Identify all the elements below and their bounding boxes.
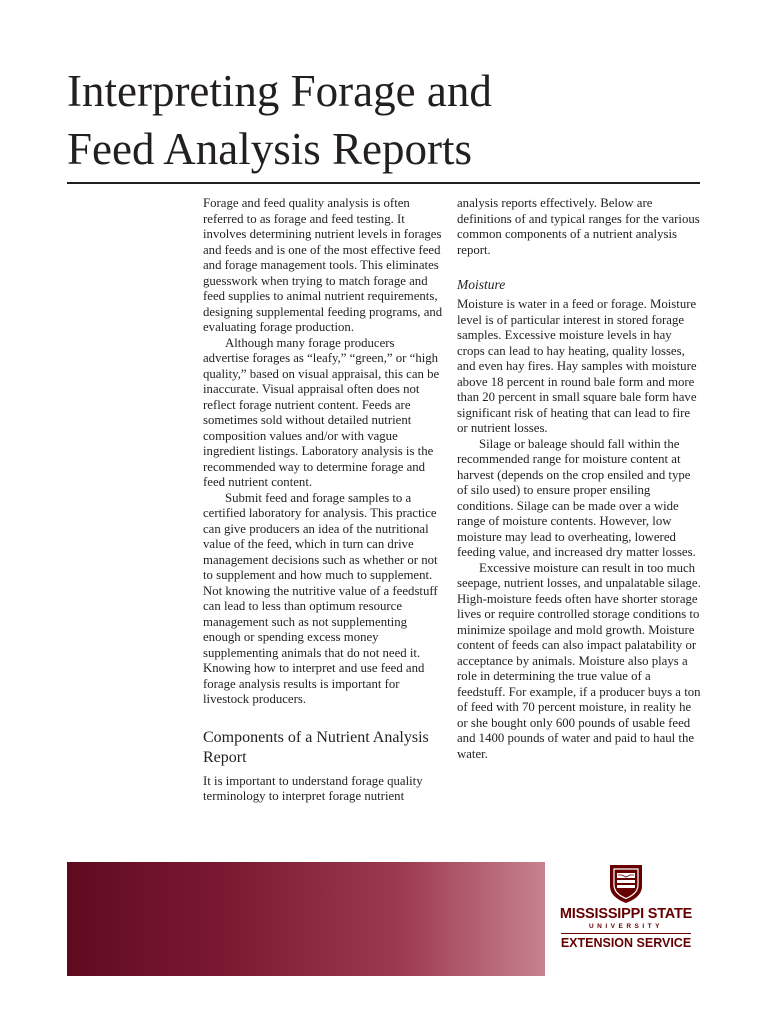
title-line-2: Feed Analysis Reports bbox=[67, 124, 472, 174]
document-title bbox=[67, 62, 707, 178]
section-heading-components: Components of a Nutrient Analysis Report bbox=[203, 728, 429, 766]
msu-extension-logo bbox=[552, 862, 700, 962]
components-continuation-paragraph: analysis reports effectively. Below are definitions of and typical ranges for the various common components of a nutrient analysis report. bbox=[457, 196, 700, 257]
moisture-paragraph-1: Moisture is water in a feed or forage. Moisture level is of particular interest in stored forage samples. Excessive moisture levels in hay crops can lead to hay heating, quality losses, and even hay fires. Hay samples with moisture above 18 percent in round bale form and more than 20 percent in small square bale form have significant risk of heating that can lead to fire or nutrient losses. bbox=[457, 297, 697, 435]
submit-samples-paragraph: Submit feed and forage samples to a certified laboratory for analysis. This practice can give producers an idea of the nutritional value of the feed, which in turn can drive management decisions such as whether or not to supplement and how much to supplement. Not knowing the nutritive value of a feedstuff can lead to less than optimum resource management such as not supplementing enough or spending excess money supplementing animals that do not need it. Knowing how to interpret and use feed and forage analysis results is important for livestock producers. bbox=[203, 490, 438, 706]
logo-name-text: MISSISSIPPI STATE bbox=[559, 906, 693, 922]
title-line-1: Interpreting Forage and bbox=[67, 66, 492, 116]
msu-shield-icon bbox=[606, 862, 646, 904]
subsection-heading-moisture: Moisture bbox=[457, 277, 506, 292]
logo-university-text: UNIVERSITY bbox=[588, 923, 663, 930]
components-paragraph: It is important to understand forage quality terminology to interpret forage nutrient bbox=[203, 773, 423, 803]
right-column bbox=[457, 196, 701, 762]
logo-divider bbox=[561, 933, 691, 934]
left-column bbox=[203, 196, 443, 805]
moisture-paragraph-2: Silage or baleage should fall within the recommended range for moisture content at harvest (depends on the crop ensiled and type of silo used) to ensure proper ensiling conditions. Silage can be made over a wide range of moisture contents. However, low moisture may lead to overheating, lowered feeding value, and increased dry matter losses. bbox=[457, 436, 696, 559]
visual-appraisal-paragraph: Although many forage producers advertise forages as “leafy,” “green,” or “high quality,” based on visual appraisal, this can be inaccurate. Visual appraisal often does not reflect forage nutrient content. Feeds are sometimes sold without detailed nutrient composition values and/or with vague ingredient listings. Laboratory analysis is the recommended way to determine forage and feed nutrient content. bbox=[203, 335, 440, 489]
moisture-paragraph-3: Excessive moisture can result in too much seepage, nutrient losses, and unpalatable silage. High-moisture feeds often have shorter storage lives or require controlled storage conditions to minimize spoilage and mold growth. Moisture content of feeds can also impact palatability or acceptance by animals. Moisture also plays a role in determining the true value of a feedstuff. For example, if a producer buys a ton of feed with 70 percent moisture, in reality he or she bought only 600 pounds of usable feed and 1400 pounds of water and paid to haul the water. bbox=[457, 560, 701, 761]
title-divider bbox=[67, 182, 700, 184]
logo-service-text: EXTENSION SERVICE bbox=[560, 936, 692, 950]
intro-paragraph: Forage and feed quality analysis is often referred to as forage and feed testing. It involves determining nutrient levels in forages and feeds and is one of the most effective feed and forage management tools. This eliminates guesswork when trying to match forage and feed supplies to animal nutrient requirements, designing supplemental feeding programs, and evaluating forage production. bbox=[203, 196, 443, 334]
footer-color-band bbox=[67, 862, 545, 976]
